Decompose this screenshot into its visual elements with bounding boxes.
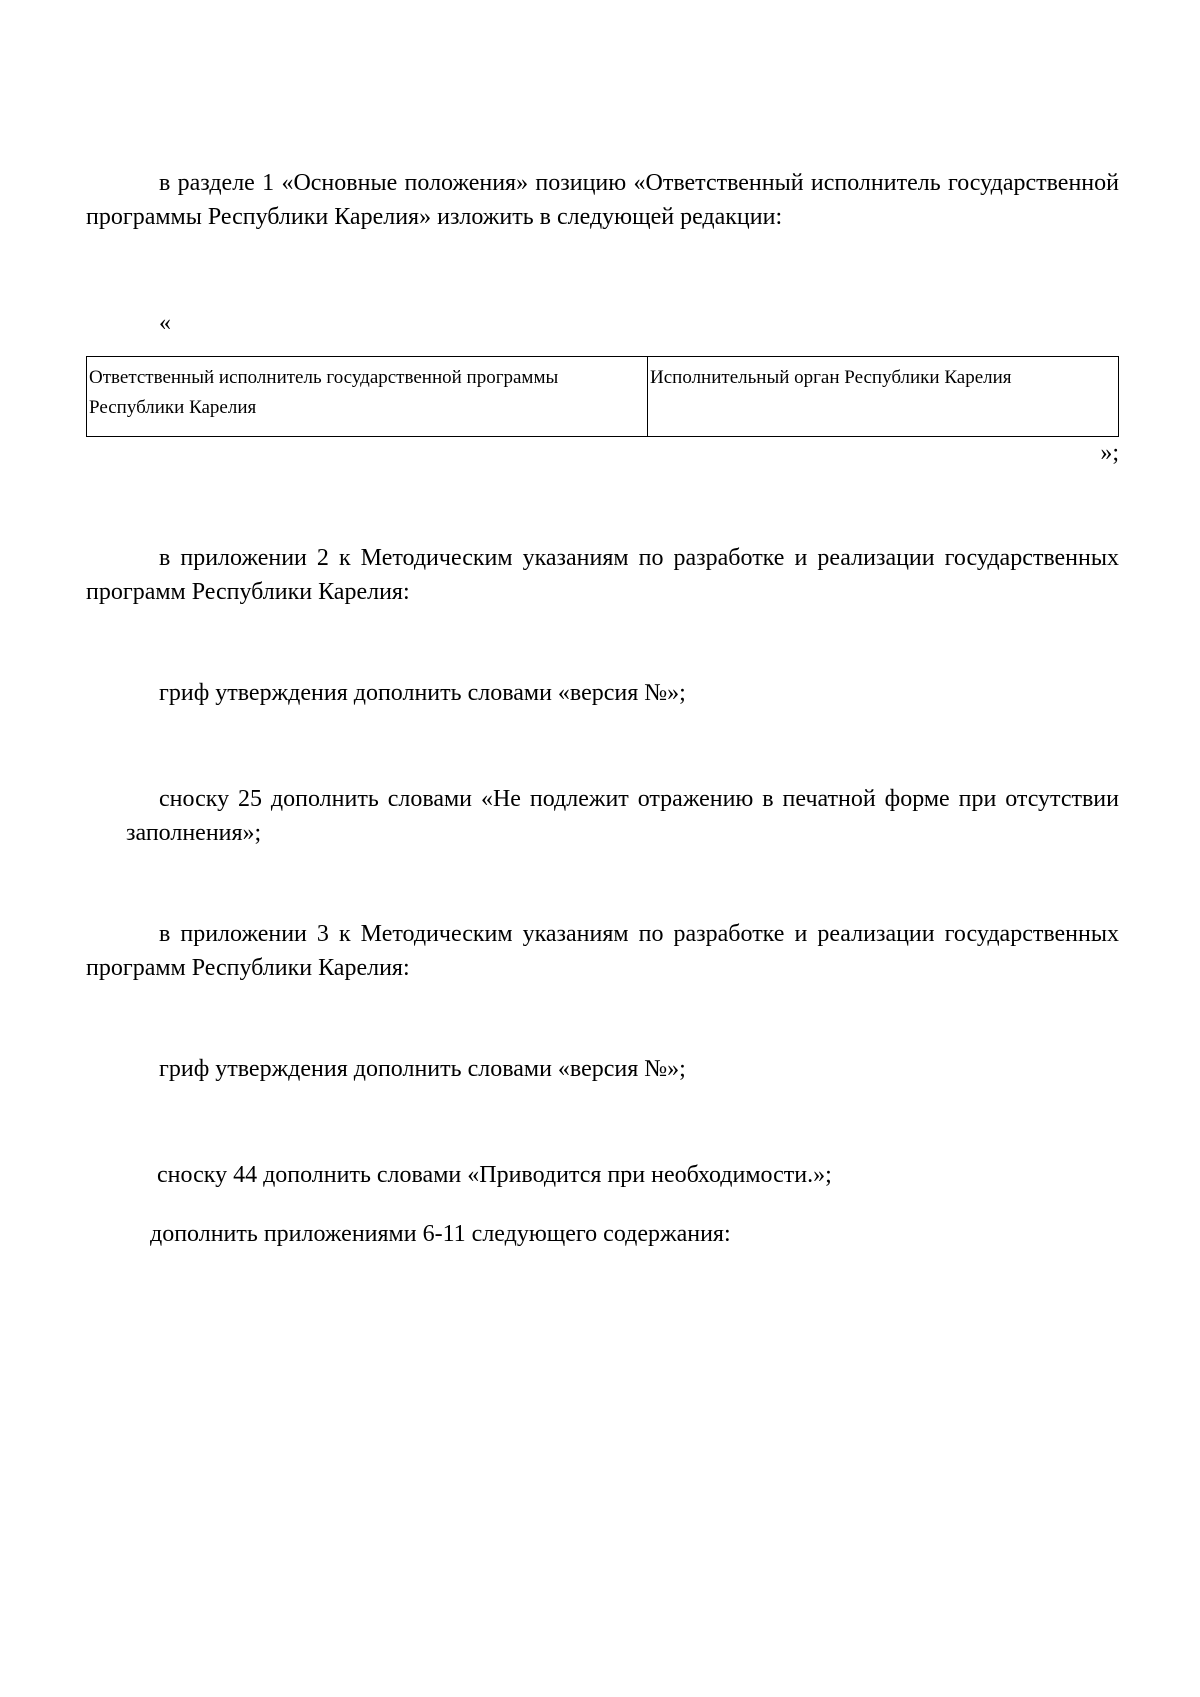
opening-quote-mark: « (159, 310, 171, 336)
position-table (86, 356, 1119, 437)
paragraph-appendix-3-stamp: гриф утверждения дополнить словами «версия №»; (159, 1056, 686, 1082)
paragraph-section-1-amendment: в разделе 1 «Основные положения» позицию «Ответственный исполнитель государственной программы Республики Карелия» изложить в следующей редакции: (86, 170, 1119, 230)
paragraph-appendix-3: в приложении 3 к Методическим указаниям по разработке и реализации государственных программ Республики Карелия: (86, 921, 1119, 981)
paragraph-appendix-2-stamp: гриф утверждения дополнить словами «версия №»; (159, 680, 686, 706)
paragraph-footnote-25-line-1: сноску 25 дополнить словами «Не подлежит отражению в печатной форме при отсутствии (159, 786, 1119, 812)
table-cell-position-name: Ответственный исполнитель государственной программы Республики Карелия (87, 357, 648, 437)
closing-quote-mark: »; (1100, 440, 1119, 466)
table-row (87, 357, 1119, 437)
table-cell-position-value: Исполнительный орган Республики Карелия (648, 357, 1119, 437)
paragraph-appendix-2: в приложении 2 к Методическим указаниям по разработке и реализации государственных программ Республики Карелия: (86, 545, 1119, 605)
paragraph-footnote-25-line-2: заполнения»; (126, 820, 262, 846)
paragraph-footnote-44: сноску 44 дополнить словами «Приводится при необходимости.»; (157, 1162, 832, 1188)
paragraph-add-appendices: дополнить приложениями 6-11 следующего содержания: (150, 1221, 731, 1247)
paragraph-footnote-25 (86, 782, 1119, 850)
